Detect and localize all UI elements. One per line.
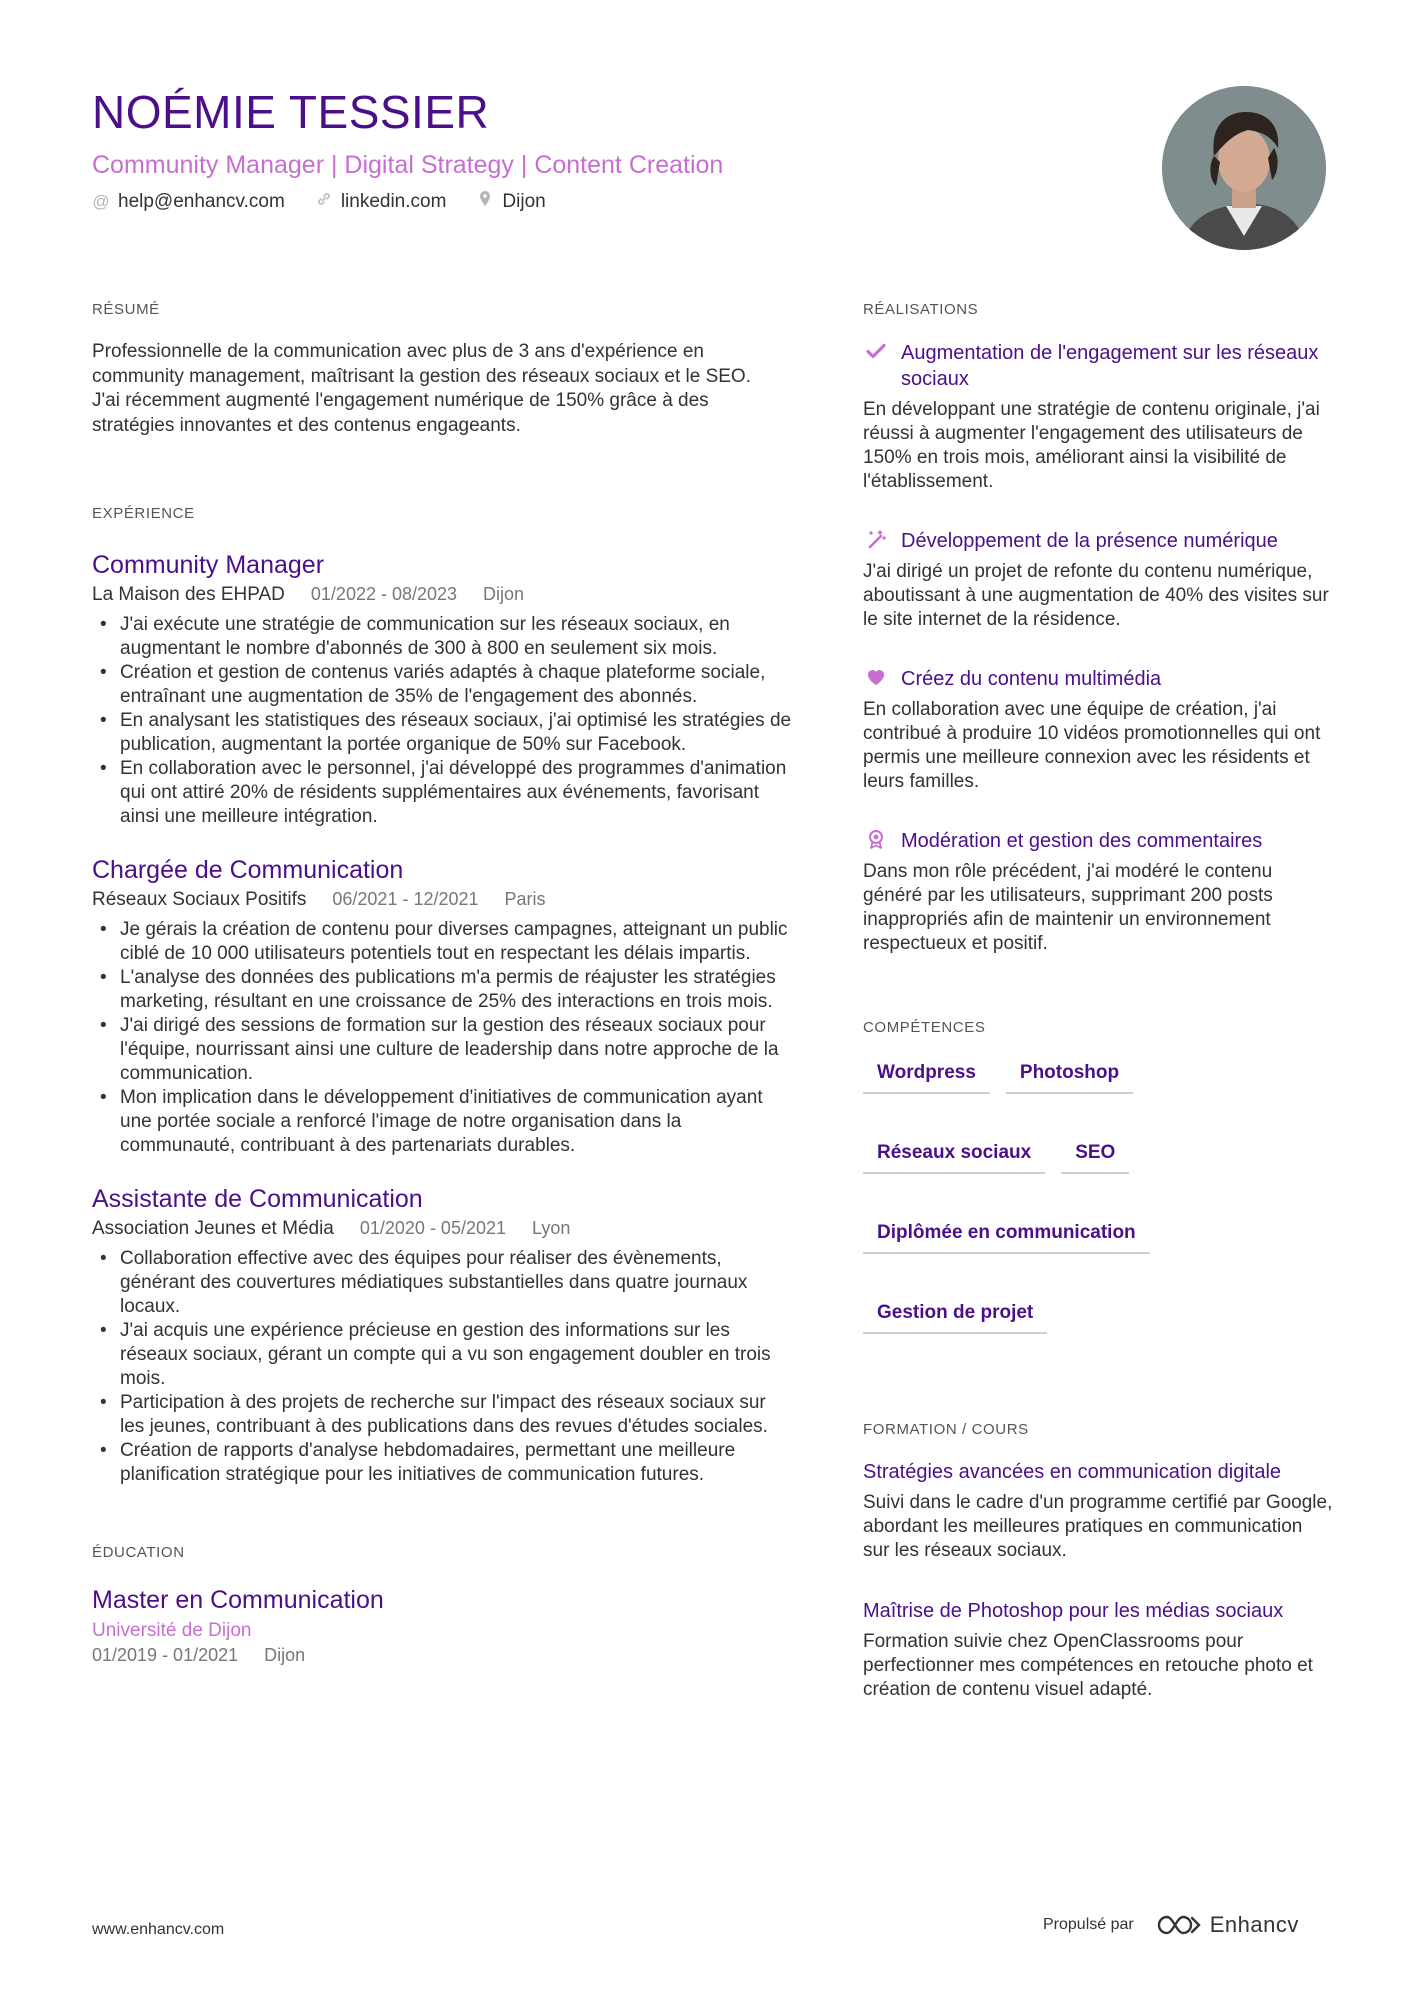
bullet-item: • J'ai dirigé des sessions de formation sur la gestion des réseaux sociaux pour l'équipe, nourrissant ainsi une culture de leadership dans notre approche de la communication. [92,1014,792,1086]
achievement-item [863,666,1333,794]
achievement-item [863,528,1333,632]
enhancv-logo[interactable] [1156,1912,1299,1938]
link-text: linkedin.com [340,191,447,212]
education-section [92,1543,792,1667]
location-text: Dijon [502,191,546,212]
course-item [863,1460,1333,1563]
contact-link[interactable] [315,190,447,214]
bullet-item: • Mon implication dans le développement d'initiatives de communication ayant une portée sociale a renforcé l'image de notre organisation dans la communauté, contribuant à des partenariats durables. [92,1086,792,1158]
achievement-item [863,828,1333,956]
course-desc: Formation suivie chez OpenClassrooms pour perfectionner mes compétences en retouche photo et création de contenu visuel adapté. [863,1631,1313,1700]
job-entry [92,550,792,829]
location-pin-icon [476,190,494,214]
heart-icon [863,666,889,692]
skills-list [863,1058,1323,1334]
contact-row [92,190,1152,214]
job-meta [92,887,792,912]
courses-section [863,1420,1333,1702]
skill-tag: Wordpress [863,1058,990,1094]
bullet-item: • L'analyse des données des publications m'a permis de réajuster les stratégies marketing, résultant en une croissance de 25% des interactions en trois mois. [92,966,792,1014]
achievement-desc: Dans mon rôle précédent, j'ai modéré le contenu généré par les utilisateurs, supprimant 200 posts inappropriés afin de maintenir un environnement respectueux et positif. [863,861,1273,954]
course-item [863,1599,1333,1702]
bullet-item: • Collaboration effective avec des équipes pour réaliser des évènements, générant des couvertures médiatiques substantielles dans quatre journaux locaux. [92,1247,792,1319]
skills-title: COMPÉTENCES [863,1019,986,1036]
courses-title: FORMATION / COURS [863,1421,1029,1438]
check-icon [863,340,889,366]
skills-section [863,1018,1333,1334]
experience-section [92,504,792,1487]
job-bullets [92,1247,792,1487]
contact-location [476,190,545,214]
education-title: ÉDUCATION [92,1544,185,1561]
education-meta [92,1643,792,1667]
course-desc: Suivi dans le cadre d'un programme certifié par Google, abordant les meilleures pratiques en communication sur les réseaux sociaux. [863,1492,1333,1561]
enhancv-logo-text: Enhancv [1209,1912,1299,1937]
at-icon: @ [92,192,110,211]
right-column [863,300,1333,1702]
achievement-header [863,666,1333,692]
company-name: Association Jeunes et Média [92,1218,334,1239]
bullet-item: • J'ai acquis une expérience précieuse en gestion des informations sur les réseaux sociaux, gérant un compte qui a vu son engagement doubler en trois mois. [92,1319,792,1391]
job-location: Dijon [483,584,525,604]
degree-title: Master en Communication [92,1586,384,1614]
skill-tag: Réseaux sociaux [863,1138,1045,1174]
achievements-section [863,300,1333,956]
achievement-title: Développement de la présence numérique [901,530,1278,552]
bullet-item: • J'ai exécute une stratégie de communication sur les réseaux sociaux, en augmentant le nombre d'abonnés de 300 à 800 en seulement six mois. [92,613,792,661]
course-title: Stratégies avancées en communication digitale [863,1461,1282,1483]
job-bullets [92,918,792,1158]
bullet-item: • Participation à des projets de recherche sur l'impact des réseaux sociaux sur les jeunes, contribuant à des publications dans des revues d'études sociales. [92,1391,792,1439]
skill-tag: SEO [1061,1138,1129,1174]
link-icon [315,190,333,214]
achievement-item [863,340,1333,494]
job-meta [92,1216,792,1241]
footer-branding [1043,1912,1299,1938]
achievement-title: Créez du contenu multimédia [901,668,1162,690]
job-dates: 06/2021 - 12/2021 [332,889,479,909]
magic-wand-icon [863,528,889,554]
job-entry [92,855,792,1158]
achievement-header [863,828,1333,854]
bullet-item: • En analysant les statistiques des réseaux sociaux, j'ai optimisé les stratégies de publication, augmentant la portée organique de 50% sur Facebook. [92,709,792,757]
education-location: Dijon [264,1645,306,1665]
school-name: Université de Dijon [92,1620,252,1641]
left-column [92,300,792,1667]
skill-tag: Diplômée en communication [863,1218,1150,1254]
achievement-header [863,528,1333,554]
award-icon [863,828,889,854]
job-dates: 01/2022 - 08/2023 [310,584,458,604]
skill-tag: Gestion de projet [863,1298,1047,1334]
enhancv-logo-icon [1156,1913,1202,1937]
education-dates: 01/2019 - 01/2021 [92,1645,239,1665]
job-title: Assistante de Communication [92,1185,423,1213]
job-title: Community Manager [92,551,325,579]
achievement-desc: J'ai dirigé un projet de refonte du contenu numérique, aboutissant à une augmentation de 40% des visites sur le site internet de la résidence. [863,561,1329,630]
achievement-title: Modération et gestion des commentaires [901,830,1263,852]
summary-text: Professionnelle de la communication avec plus de 3 ans d'expérience en community management, maîtrisant la gestion des réseaux sociaux et le SEO. J'ai récemment augmenté l'engagement numérique de 150% grâce à des stratégies innovantes et des contenus engageants. [92,341,751,436]
job-bullets [92,613,792,829]
headline: Community Manager | Digital Strategy | Content Creation [92,151,724,179]
contact-email[interactable] [92,190,285,214]
job-title: Chargée de Communication [92,856,404,884]
achievements-title: RÉALISATIONS [863,301,979,318]
summary-title: RÉSUMÉ [92,301,160,318]
profile-photo [1162,86,1326,250]
candidate-name: NOÉMIE TESSIER [92,86,490,138]
job-entry [92,1184,792,1487]
summary-section [92,300,792,438]
job-location: Paris [504,889,546,909]
footer-website[interactable]: www.enhancv.com [92,1921,225,1938]
job-location: Lyon [532,1218,571,1238]
bullet-item: • En collaboration avec le personnel, j'ai développé des programmes d'animation qui ont attiré 20% de résidents supplémentaires aux événements, favorisant ainsi une meilleure intégration. [92,757,792,829]
job-meta [92,582,792,607]
skill-tag: Photoshop [1006,1058,1133,1094]
powered-by-label: Propulsé par [1043,1916,1134,1933]
bullet-item: • Création et gestion de contenus variés adaptés à chaque plateforme sociale, entraînant une augmentation de 35% de l'engagement des abonnés. [92,661,792,709]
job-dates: 01/2020 - 05/2021 [359,1218,507,1238]
achievement-desc: En collaboration avec une équipe de création, j'ai contribué à produire 10 vidéos promotionnelles qui ont permis une meilleure connexion avec les résidents et leurs familles. [863,699,1321,792]
header [92,84,1152,214]
achievement-desc: En développant une stratégie de contenu originale, j'ai réussi à augmenter l'engagement des utilisateurs de 150% en trois mois, améliorant ainsi la visibilité de l'établissement. [863,399,1320,492]
email-text: help@enhancv.com [118,191,285,212]
experience-title: EXPÉRIENCE [92,505,195,522]
bullet-item: • Création de rapports d'analyse hebdomadaires, permettant une meilleure planification stratégique pour les initiatives de communication futures. [92,1439,792,1487]
bullet-item: • Je gérais la création de contenu pour diverses campagnes, atteignant un public ciblé de 10 000 utilisateurs potentiels tout en respectant les délais impartis. [92,918,792,966]
company-name: Réseaux Sociaux Positifs [92,889,307,910]
achievement-header [863,340,1333,392]
course-title: Maîtrise de Photoshop pour les médias sociaux [863,1600,1284,1622]
company-name: La Maison des EHPAD [92,584,285,605]
achievement-title: Augmentation de l'engagement sur les réseaux sociaux [901,342,1319,390]
